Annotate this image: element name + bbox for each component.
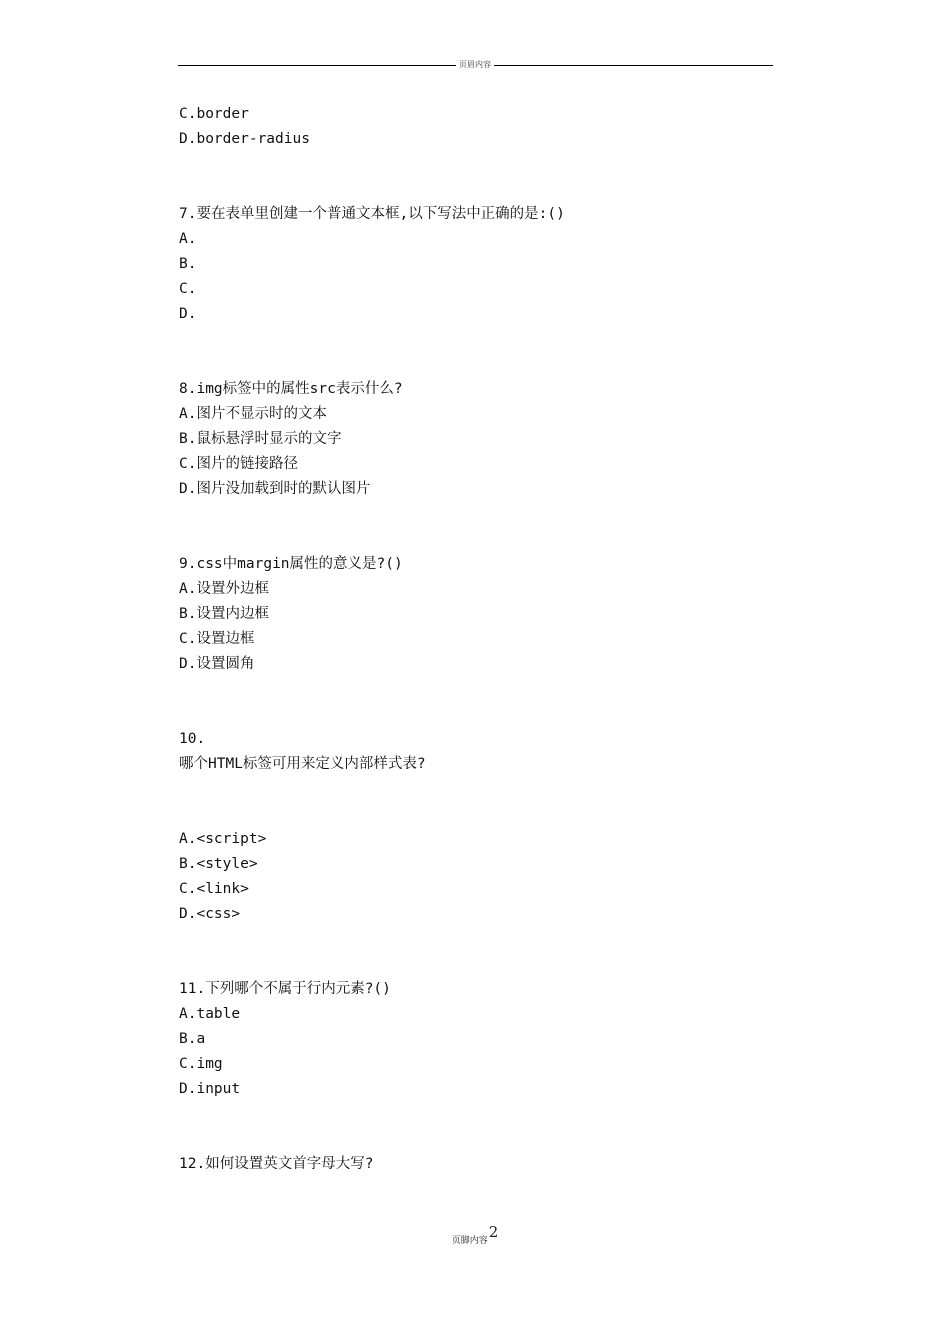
option-line: C.图片的链接路径 xyxy=(179,456,298,472)
option-line: A.<script> xyxy=(179,831,267,847)
question-12: 12.如何设置英文首字母大写? xyxy=(179,1156,374,1172)
option-line: A.图片不显示时的文本 xyxy=(179,406,327,422)
question-9: 9.css中margin属性的意义是?() xyxy=(179,556,403,572)
text-line: C.border xyxy=(179,106,249,122)
option-line: B.设置内边框 xyxy=(179,606,269,622)
text-line xyxy=(179,778,759,803)
page-footer xyxy=(0,1223,950,1247)
option-line: D.input xyxy=(179,1081,241,1097)
footer-text: 页脚内容 xyxy=(451,1236,488,1246)
document-body xyxy=(179,103,759,1178)
option-line: B.a xyxy=(179,1031,206,1047)
option-line: B. xyxy=(179,256,197,272)
question-8: 8.img标签中的属性src表示什么? xyxy=(179,381,403,397)
text-line xyxy=(179,678,759,703)
option-line: A. xyxy=(179,231,197,247)
text-line xyxy=(179,153,759,178)
header-text: 页眉内容 xyxy=(456,60,494,69)
text-line xyxy=(179,328,759,353)
question-10-number: 10. xyxy=(179,731,206,747)
text-line xyxy=(179,528,759,553)
option-line: C. xyxy=(179,281,197,297)
text-line xyxy=(179,1103,759,1128)
option-line: B.<style> xyxy=(179,856,258,872)
option-line: D.图片没加载到时的默认图片 xyxy=(179,481,371,497)
option-line: B.鼠标悬浮时显示的文字 xyxy=(179,431,342,447)
option-line: D.<css> xyxy=(179,906,241,922)
text-line xyxy=(179,178,759,203)
option-line: C.img xyxy=(179,1056,223,1072)
question-11: 11.下列哪个不属于行内元素?() xyxy=(179,981,391,997)
option-line: A.table xyxy=(179,1006,241,1022)
page-header xyxy=(0,60,950,70)
page-number: 2 xyxy=(488,1223,499,1241)
question-7: 7.要在表单里创建一个普通文本框,以下写法中正确的是:() xyxy=(179,206,565,222)
text-line: D.border-radius xyxy=(179,131,310,147)
text-line xyxy=(179,353,759,378)
text-line xyxy=(179,703,759,728)
option-line: D. xyxy=(179,306,197,322)
text-line xyxy=(179,803,759,828)
option-line: A.设置外边框 xyxy=(179,581,269,597)
question-10: 哪个HTML标签可用来定义内部样式表? xyxy=(179,756,426,772)
option-line: C.设置边框 xyxy=(179,631,255,647)
text-line xyxy=(179,928,759,953)
text-line xyxy=(179,503,759,528)
text-line xyxy=(179,1128,759,1153)
text-line xyxy=(179,953,759,978)
option-line: C.<link> xyxy=(179,881,249,897)
option-line: D.设置圆角 xyxy=(179,656,255,672)
